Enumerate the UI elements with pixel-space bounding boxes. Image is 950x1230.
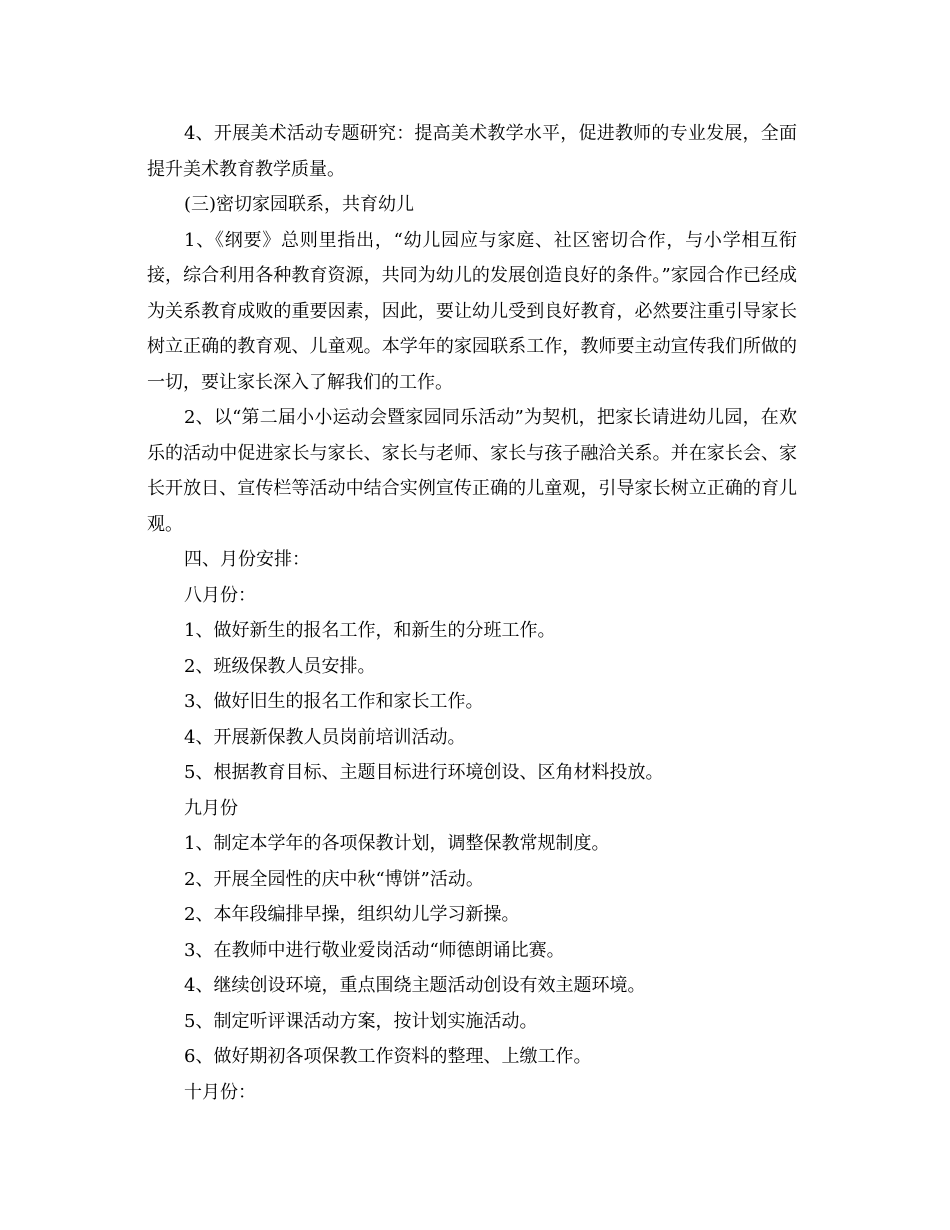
paragraph-guideline: 1、《纲要》总则里指出，“幼儿园应与家庭、社区密切合作，与小学相互衔接，综合利用各种教育资源，共同为幼儿的发展创造良好的条件。”家园合作已经成为关系教育成败的重要因素，因此，要让幼儿受到良好教育，必然要注重引导家长树立正确的教育观、儿童观。本学年的家园联系工作，教师要主动宣传我们所做的一切，要让家长深入了解我们的工作。 [147,229,797,393]
list-item: 3、做好旧生的报名工作和家长工作。 [184,691,484,712]
document-body [147,116,797,1110]
section-heading-monthly-plan: 四、月份安排： [184,549,310,570]
list-item: 4、开展新保教人员岗前培训活动。 [184,726,466,748]
paragraph-art-research: 4、开展美术活动专题研究：提高美术教学水平，促进教师的专业发展，全面提升美术教育教学质量。 [147,123,797,180]
month-heading-october: 十月份： [184,1081,256,1103]
list-item: 6、做好期初各项保教工作资料的整理、上缴工作。 [184,1046,592,1067]
list-item: 5、根据教育目标、主题目标进行环境创设、区角材料投放。 [184,762,664,783]
month-heading-september: 九月份 [184,797,238,819]
section-heading-home-school: (三)密切家园联系，共育幼儿 [184,194,415,215]
list-item: 1、做好新生的报名工作，和新生的分班工作。 [184,620,556,641]
list-item: 4、继续创设环境，重点围绕主题活动创设有效主题环境。 [184,975,646,996]
month-heading-august: 八月份： [184,584,256,606]
list-item: 5、制定听评课活动方案，按计划实施活动。 [184,1010,538,1032]
list-item: 2、本年段编排早操，组织幼儿学习新操。 [184,904,520,925]
list-item: 1、制定本学年的各项保教计划，调整保教常规制度。 [184,833,610,854]
paragraph-sports-meet: 2、以“第二届小小运动会暨家园同乐活动”为契机，把家长请进幼儿园，在欢乐的活动中促进家长与家长、家长与老师、家长与孩子融洽关系。并在家长会、家长开放日、宣传栏等活动中结合实例宣传正确的儿童观，引导家长树立正确的育儿观。 [147,407,797,535]
list-item: 2、开展全园性的庆中秋“博饼”活动。 [184,868,484,890]
list-item: 2、班级保教人员安排。 [184,655,376,677]
list-item: 3、在教师中进行敬业爱岗活动“师德朗诵比赛。 [184,939,565,961]
